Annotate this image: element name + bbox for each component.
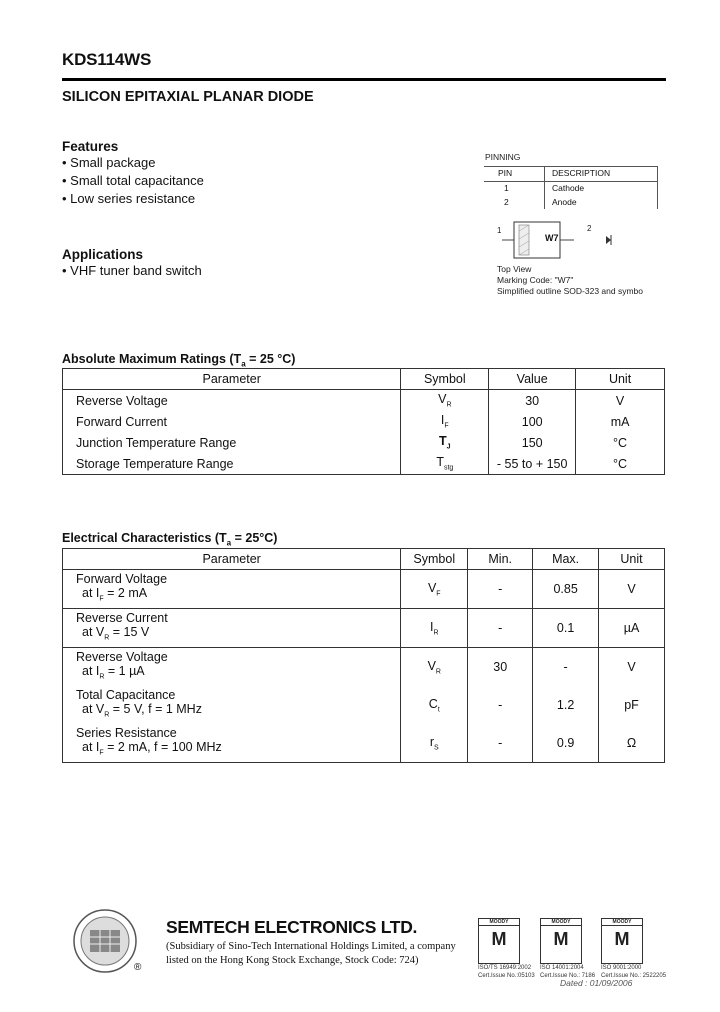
desc-col-header: DESCRIPTION [552,168,611,178]
unit-cell: pF [599,686,665,724]
unit-cell: V [599,570,665,609]
marking-code-label: W7 [545,233,559,243]
package-notes [497,264,643,297]
package-note: Simplified outline SOD-323 and symbo [497,286,643,296]
param-cell: Junction Temperature Range [63,432,401,453]
param-cell: Reverse Voltage at $I_R = 1$ µA [63,648,401,687]
max-cell: 0.9 [533,724,599,763]
feature-item: • Low series resistance [62,191,196,206]
cert-badge-iso-ts: MOODY M [478,918,520,964]
table-row [63,390,665,412]
document-subtitle: SILICON EPITAXIAL PLANAR DIODE [62,89,314,105]
table-row [63,570,665,609]
symbol-cell: $V_R$ [401,390,489,412]
package-note: Top View [497,264,532,274]
column-header: Value [489,369,576,390]
column-header: Max. [533,549,599,570]
column-header: Min. [468,549,533,570]
document-title: KDS114WS [62,50,152,69]
symbol-cell: $T_{stg}$ [401,453,489,475]
param-cell: Forward Current [63,411,401,432]
param-cell: Forward Voltage at $I_F = 2$ mA [63,570,401,609]
pin-description: Anode [552,197,577,207]
max-cell: 0.1 [533,609,599,648]
column-header: Symbol [401,369,489,390]
moody-m-icon: M [614,929,630,949]
unit-cell: mA [576,411,665,432]
param-cell: Reverse Voltage [63,390,401,412]
dated-label: Dated : 01/09/2006 [560,978,633,988]
table-row [63,411,665,432]
pin2-label: 2 [587,224,592,233]
column-header: Symbol [401,549,468,570]
unit-cell: µA [599,609,665,648]
param-cell: Reverse Current at $V_R = 15$ V [63,609,401,648]
symbol-cell: $C_t$ [401,686,468,724]
pinning-heading: PINNING [485,152,521,162]
package-note: Marking Code: "W7" [497,275,574,285]
min-cell: - [468,686,533,724]
symbol-cell: $T_J$ [401,432,489,453]
applications-heading: Applications [62,247,144,262]
feature-item: • Small package [62,155,156,170]
min-cell: 30 [468,648,533,687]
moody-m-icon: M [553,929,569,949]
abs-max-heading: Absolute Maximum Ratings ($T_a = 25$ °C) [62,352,296,369]
param-cell: Storage Temperature Range [63,453,401,475]
max-cell: 1.2 [533,686,599,724]
column-header: Unit [576,369,665,390]
title-rule [62,78,666,81]
max-cell: 0.85 [533,570,599,609]
symbol-cell: $I_F$ [401,411,489,432]
features-section [62,139,204,208]
value-cell: 100 [489,411,576,432]
company-note-line: (Subsidiary of Sino-Tech International Holdings Limited, a company [166,941,456,952]
table-row [63,686,665,724]
unit-cell: °C [576,432,665,453]
value-cell: 150 [489,432,576,453]
param-cell: Total Capacitance at $V_R = 5$ V, f = 1 MHz [63,686,401,724]
pinning-table [484,166,658,210]
column-header: Parameter [63,369,401,390]
symbol-cell: $V_R$ [401,648,468,687]
registered-mark: ® [134,962,142,973]
pin-number: 2 [504,197,509,207]
param-cell: Series Resistance at $I_F = 2$ mA, f = 100 MHz [63,724,401,763]
unit-cell: V [576,390,665,412]
elec-heading: Electrical Characteristics $(T_a = 25^\circ C)$ [62,531,278,548]
company-logo-icon [72,908,138,974]
pin-col-header: PIN [498,168,513,178]
symbol-cell: $r_S$ [401,724,468,763]
cert-caption: ISO 9001:2000 Cert.Issue No.: 2522205 [601,965,667,979]
table-row [63,453,665,475]
feature-item: • Small total capacitance [62,173,204,188]
value-cell: - 55 to + 150 [489,453,576,475]
min-cell: - [468,609,533,648]
application-item: • VHF tuner band switch [62,263,202,278]
unit-cell: V [599,648,665,687]
cert-caption: ISO 14001:2004 Cert.Issue No.: 7186 [540,965,596,979]
min-cell: - [468,570,533,609]
table-row [63,724,665,763]
table-header-row [63,369,665,390]
pin-number: 1 [504,183,509,193]
symbol-cell: $V_F$ [401,570,468,609]
applications-section [62,247,202,280]
pin-description: Cathode [552,183,585,193]
cert-badge-iso-14001: MOODY M [540,918,582,964]
value-cell: 30 [489,390,576,412]
cert-badge-iso-9001: MOODY M [601,918,643,964]
column-header: Parameter [63,549,401,570]
unit-cell: °C [576,453,665,475]
diode-symbol-icon [606,236,611,244]
company-note-line: listed on the Hong Kong Stock Exchange, Stock Code: 724) [166,955,419,966]
features-heading: Features [62,139,119,154]
moody-m-icon: M [491,929,507,949]
company-subsidiary-note [166,940,456,968]
elec-char-table [62,548,665,763]
cert-caption: ISO/TS 16949:2002 Cert.Issue No.:05103 [478,965,535,979]
table-row [63,648,665,687]
table-row [63,432,665,453]
table-row [63,609,665,648]
column-header: Unit [599,549,665,570]
table-header-row [63,549,665,570]
min-cell: - [468,724,533,763]
abs-max-table [62,368,665,475]
symbol-cell: $I_R$ [401,609,468,648]
max-cell: - [533,648,599,687]
package-outline-diagram [494,220,624,266]
pin1-label: 1 [497,226,502,235]
unit-cell: Ω [599,724,665,763]
company-name: SEMTECH ELECTRONICS LTD. [166,917,418,937]
